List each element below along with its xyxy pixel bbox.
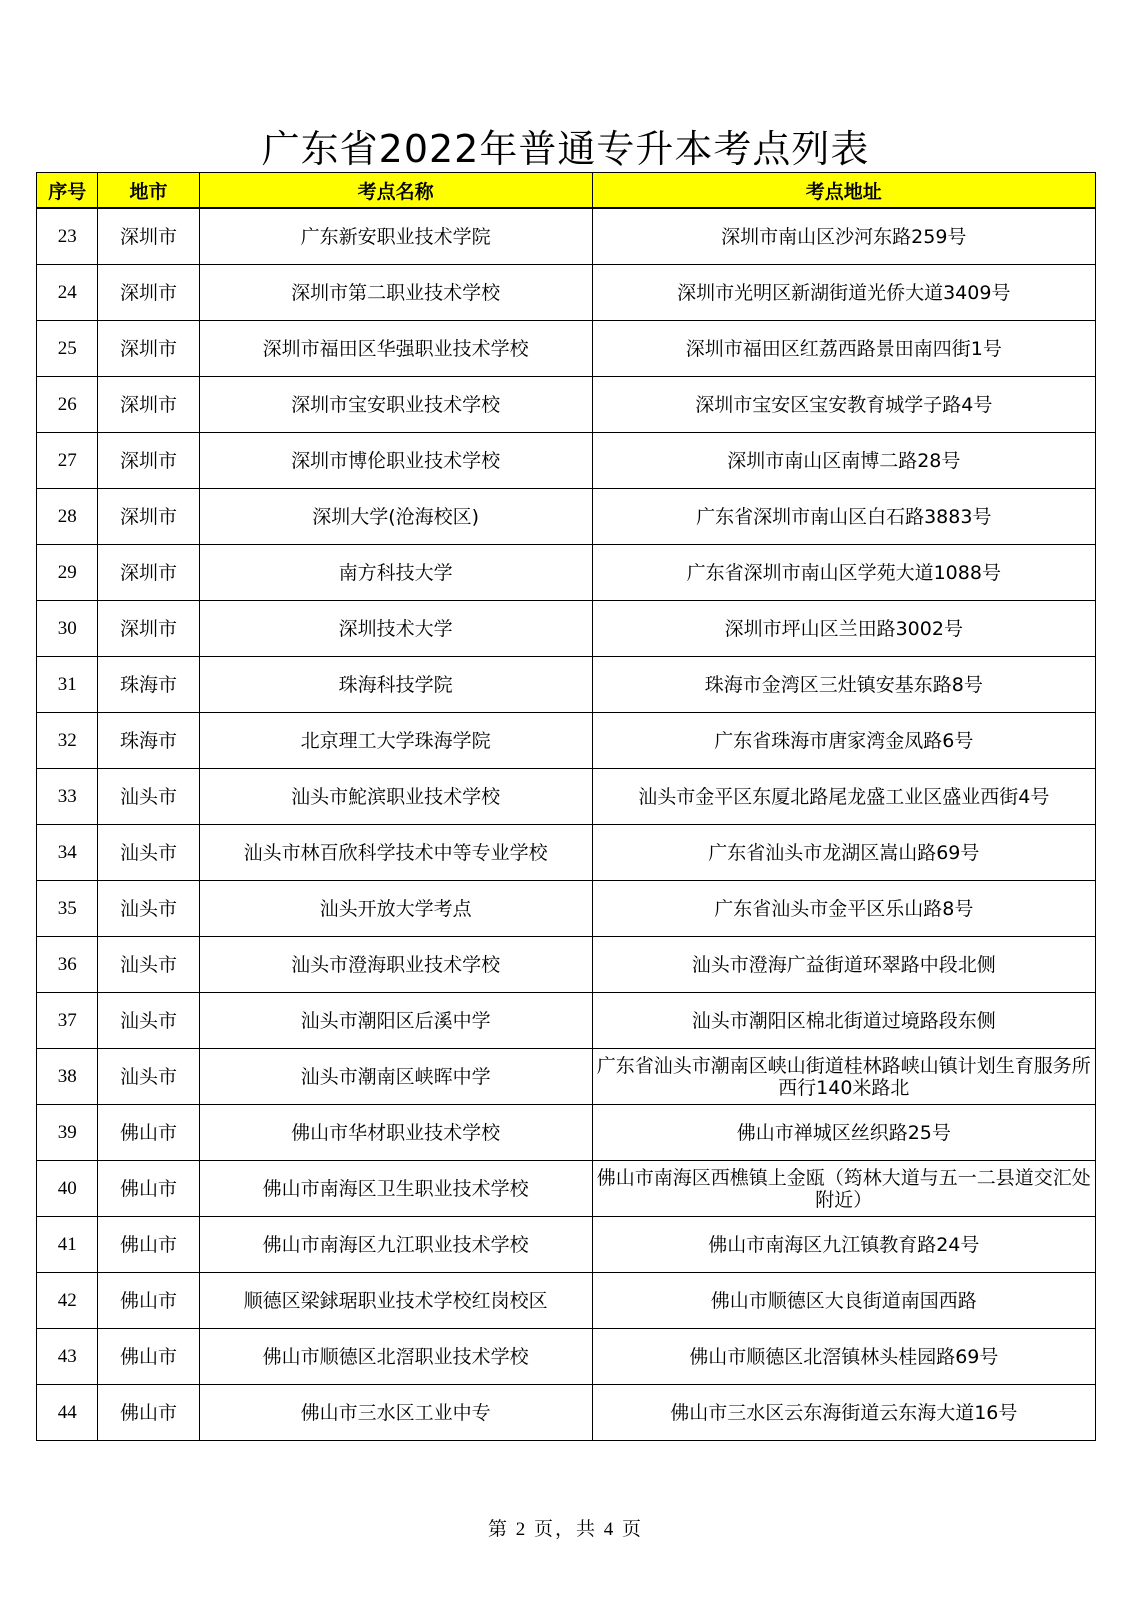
row-index: 36 (37, 937, 98, 993)
row-site-name: 佛山市顺德区北滘职业技术学校 (199, 1329, 592, 1385)
row-site-address: 佛山市三水区云东海街道云东海大道16号 (592, 1385, 1095, 1441)
table-row (37, 1385, 1096, 1441)
row-site-name: 深圳大学(沧海校区) (199, 489, 592, 545)
row-site-name: 北京理工大学珠海学院 (199, 713, 592, 769)
row-site-name: 深圳市福田区华强职业技术学校 (199, 321, 592, 377)
row-city: 深圳市 (98, 265, 199, 321)
row-city: 深圳市 (98, 208, 199, 265)
row-city: 佛山市 (98, 1329, 199, 1385)
row-city: 佛山市 (98, 1273, 199, 1329)
row-site-address: 汕头市澄海广益街道环翠路中段北侧 (592, 937, 1095, 993)
row-site-name: 佛山市华材职业技术学校 (199, 1105, 592, 1161)
table-row (37, 1273, 1096, 1329)
row-index: 40 (37, 1161, 98, 1217)
row-site-name: 广东新安职业技术学院 (199, 208, 592, 265)
row-city: 深圳市 (98, 377, 199, 433)
row-site-address: 深圳市坪山区兰田路3002号 (592, 601, 1095, 657)
row-site-name: 南方科技大学 (199, 545, 592, 601)
row-site-name: 汕头市潮阳区后溪中学 (199, 993, 592, 1049)
row-city: 佛山市 (98, 1105, 199, 1161)
table-row (37, 265, 1096, 321)
table-row (37, 937, 1096, 993)
table-row (37, 713, 1096, 769)
row-index: 35 (37, 881, 98, 937)
table-row (37, 1105, 1096, 1161)
table-row (37, 993, 1096, 1049)
header-index: 序号 (37, 173, 98, 209)
row-index: 26 (37, 377, 98, 433)
row-site-address: 佛山市顺德区北滘镇林头桂园路69号 (592, 1329, 1095, 1385)
row-site-address: 广东省深圳市南山区白石路3883号 (592, 489, 1095, 545)
table-row (37, 825, 1096, 881)
row-index: 27 (37, 433, 98, 489)
row-site-address: 深圳市南山区沙河东路259号 (592, 208, 1095, 265)
row-index: 41 (37, 1217, 98, 1273)
header-site-address: 考点地址 (592, 173, 1095, 209)
row-index: 28 (37, 489, 98, 545)
row-site-address: 珠海市金湾区三灶镇安基东路8号 (592, 657, 1095, 713)
row-site-name: 深圳市博伦职业技术学校 (199, 433, 592, 489)
row-index: 38 (37, 1049, 98, 1105)
row-index: 39 (37, 1105, 98, 1161)
row-index: 32 (37, 713, 98, 769)
row-city: 珠海市 (98, 713, 199, 769)
row-site-name: 佛山市南海区九江职业技术学校 (199, 1217, 592, 1273)
row-site-address: 佛山市禅城区丝织路25号 (592, 1105, 1095, 1161)
header-site-name: 考点名称 (199, 173, 592, 209)
row-site-address: 深圳市光明区新湖街道光侨大道3409号 (592, 265, 1095, 321)
row-index: 31 (37, 657, 98, 713)
table-row (37, 321, 1096, 377)
row-site-address: 佛山市顺德区大良街道南国西路 (592, 1273, 1095, 1329)
table-row (37, 881, 1096, 937)
row-city: 汕头市 (98, 993, 199, 1049)
table-row (37, 377, 1096, 433)
table-row (37, 1329, 1096, 1385)
row-index: 30 (37, 601, 98, 657)
row-site-address: 广东省深圳市南山区学苑大道1088号 (592, 545, 1095, 601)
page-footer: 第 2 页，共 4 页 (487, 1519, 643, 1540)
row-site-name: 深圳市第二职业技术学校 (199, 265, 592, 321)
row-site-name: 珠海科技学院 (199, 657, 592, 713)
row-site-name: 汕头市澄海职业技术学校 (199, 937, 592, 993)
row-city: 汕头市 (98, 1049, 199, 1105)
table-row (37, 208, 1096, 265)
row-site-address: 深圳市宝安区宝安教育城学子路4号 (592, 377, 1095, 433)
row-site-name: 汕头市潮南区峡晖中学 (199, 1049, 592, 1105)
table-row (37, 1161, 1096, 1217)
row-city: 汕头市 (98, 769, 199, 825)
row-site-name: 深圳技术大学 (199, 601, 592, 657)
row-site-name: 佛山市三水区工业中专 (199, 1385, 592, 1441)
table-row (37, 601, 1096, 657)
row-site-name: 汕头市林百欣科学技术中等专业学校 (199, 825, 592, 881)
table-row (37, 545, 1096, 601)
table-row (37, 769, 1096, 825)
row-index: 24 (37, 265, 98, 321)
row-city: 深圳市 (98, 601, 199, 657)
row-site-name: 顺德区梁銶琚职业技术学校红岗校区 (199, 1273, 592, 1329)
row-site-address: 深圳市福田区红荔西路景田南四街1号 (592, 321, 1095, 377)
row-site-address: 广东省珠海市唐家湾金凤路6号 (592, 713, 1095, 769)
row-city: 深圳市 (98, 321, 199, 377)
row-city: 佛山市 (98, 1385, 199, 1441)
row-city: 佛山市 (98, 1161, 199, 1217)
table-row (37, 1217, 1096, 1273)
row-city: 汕头市 (98, 937, 199, 993)
row-city: 深圳市 (98, 545, 199, 601)
row-site-address: 佛山市南海区九江镇教育路24号 (592, 1217, 1095, 1273)
row-city: 汕头市 (98, 881, 199, 937)
row-site-name: 佛山市南海区卫生职业技术学校 (199, 1161, 592, 1217)
row-city: 深圳市 (98, 489, 199, 545)
row-city: 珠海市 (98, 657, 199, 713)
row-city: 汕头市 (98, 825, 199, 881)
row-index: 42 (37, 1273, 98, 1329)
row-index: 29 (37, 545, 98, 601)
row-site-address: 佛山市南海区西樵镇上金瓯（筠林大道与五一二县道交汇处附近） (592, 1161, 1095, 1217)
row-site-address: 广东省汕头市龙湖区嵩山路69号 (592, 825, 1095, 881)
row-site-name: 汕头开放大学考点 (199, 881, 592, 937)
exam-site-table (36, 172, 1096, 1441)
row-site-address: 汕头市金平区东厦北路尾龙盛工业区盛业西街4号 (592, 769, 1095, 825)
table-row (37, 1049, 1096, 1105)
row-index: 33 (37, 769, 98, 825)
header-city: 地市 (98, 173, 199, 209)
row-index: 44 (37, 1385, 98, 1441)
row-index: 25 (37, 321, 98, 377)
row-city: 深圳市 (98, 433, 199, 489)
row-site-address: 深圳市南山区南博二路28号 (592, 433, 1095, 489)
row-site-name: 汕头市鮀滨职业技术学校 (199, 769, 592, 825)
table-row (37, 433, 1096, 489)
page-title: 广东省2022年普通专升本考点列表 (261, 127, 870, 171)
row-site-address: 广东省汕头市潮南区峡山街道桂林路峡山镇计划生育服务所西行140米路北 (592, 1049, 1095, 1105)
row-site-address: 广东省汕头市金平区乐山路8号 (592, 881, 1095, 937)
table-header-row (37, 173, 1096, 209)
row-site-name: 深圳市宝安职业技术学校 (199, 377, 592, 433)
row-site-address: 汕头市潮阳区棉北街道过境路段东侧 (592, 993, 1095, 1049)
row-index: 34 (37, 825, 98, 881)
table-row (37, 489, 1096, 545)
table-row (37, 657, 1096, 713)
row-city: 佛山市 (98, 1217, 199, 1273)
row-index: 37 (37, 993, 98, 1049)
row-index: 43 (37, 1329, 98, 1385)
row-index: 23 (37, 208, 98, 265)
